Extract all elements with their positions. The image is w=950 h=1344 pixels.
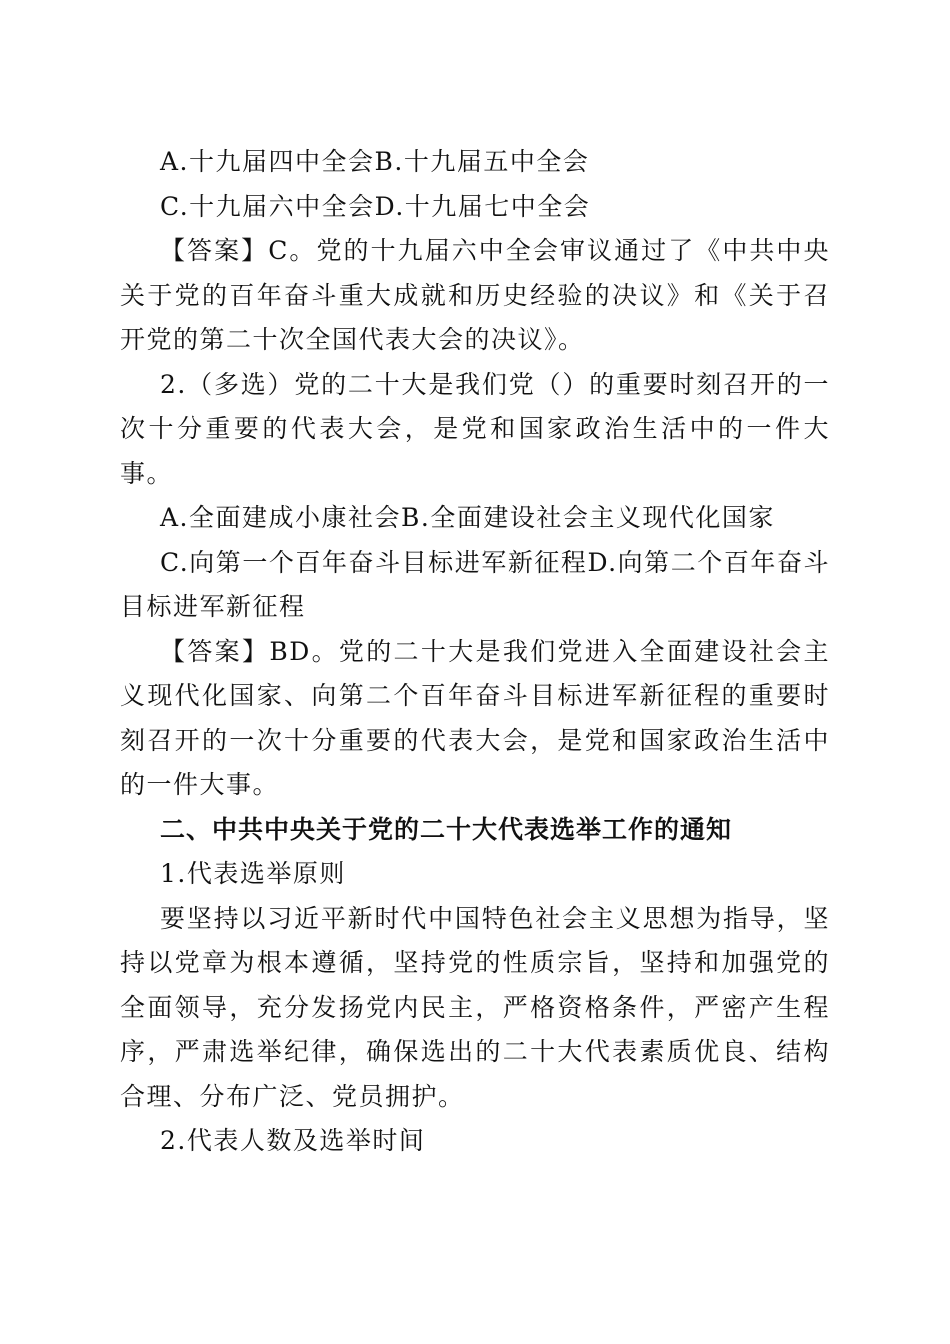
- q2-options-line1: A.全面建成小康社会B.全面建设社会主义现代化国家: [160, 503, 775, 532]
- document-page: [120, 140, 830, 1164]
- q2-options-line2: C.向第一个百年奋斗目标进军新征程D.向第二个百年奋斗目标进军新征程: [120, 547, 830, 621]
- q2-question: 2.（多选）党的二十大是我们党（）的重要时刻召开的一次十分重要的代表大会，是党和国家政治生活中的一件大事。: [120, 369, 830, 488]
- section2-sub1-body: 要坚持以习近平新时代中国特色社会主义思想为指导，坚持以党章为根本遵循，坚持党的性质宗旨，坚持和加强党的全面领导，充分发扬党内民主，严格资格条件，严密产生程序，严肃选举纪律，确保选出的二十大代表素质优良、结构合理、分布广泛、党员拥护。: [120, 903, 830, 1111]
- q1-options-line1: A.十九届四中全会B.十九届五中全会: [160, 147, 590, 176]
- q2-answer: 【答案】BD。党的二十大是我们党进入全面建设社会主义现代化国家、向第二个百年奋斗目标进军新征程的重要时刻召开的一次十分重要的代表大会，是党和国家政治生活中的一件大事。: [120, 636, 830, 799]
- q1-answer: 【答案】C。党的十九届六中全会审议通过了《中共中央关于党的百年奋斗重大成就和历史经验的决议》和《关于召开党的第二十次全国代表大会的决议》。: [120, 236, 830, 354]
- section2-heading: 二、中共中央关于党的二十大代表选举工作的通知: [160, 814, 733, 844]
- section2-sub1-title: 1.代表选举原则: [160, 859, 346, 888]
- q1-options-line2: C.十九届六中全会D.十九届七中全会: [160, 191, 591, 221]
- section2-sub2-title: 2.代表人数及选举时间: [160, 1126, 426, 1155]
